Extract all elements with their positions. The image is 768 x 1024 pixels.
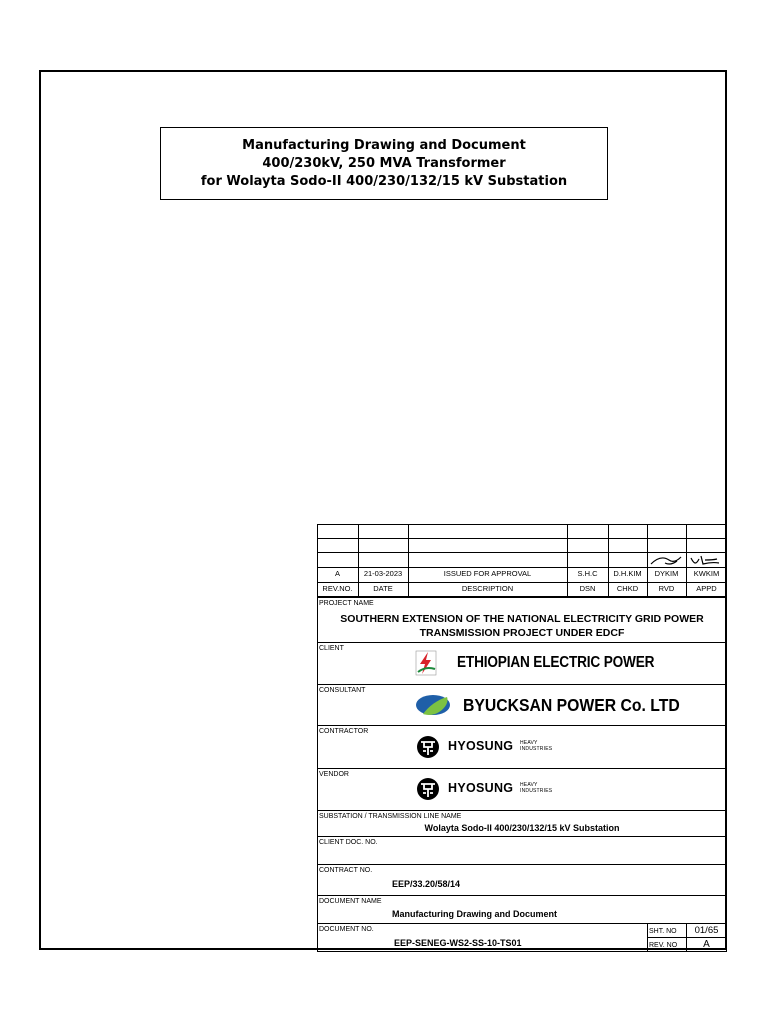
project-name-line1: SOUTHERN EXTENSION OF THE NATIONAL ELECTRICITY GRID POWER [340,613,704,625]
cover-title-line1: Manufacturing Drawing and Document [242,138,526,153]
title-block [317,524,727,952]
rev-chkd-value: D.H.KIM [613,569,642,578]
hyosung-logo-icon [416,777,440,801]
vendor-name: HYOSUNG [448,781,514,795]
client-label: CLIENT [319,645,344,652]
project-name-line2: TRANSMISSION PROJECT UNDER EDCF [419,627,625,639]
vendor-sub1: HEAVY [520,782,538,788]
contract-label: CONTRACT NO. [319,867,373,874]
cover-title-line2: 400/230kV, 250 MVA Transformer [262,156,506,171]
rev-no-value: A [334,569,340,578]
contract-value: EEP/33.20/58/14 [392,879,461,889]
rev-appd-header: APPD [696,584,717,593]
vendor-sub2: INDUSTRIES [520,787,553,794]
cover-title-line3: for Wolayta Sodo-II 400/230/132/15 kV Substation [200,174,568,189]
contractor-name: HYOSUNG [448,739,514,753]
vendor-subtitle [520,783,552,794]
rev-rvd-value: DYKIM [654,569,679,578]
cover-title-box [160,127,608,200]
rev-no-header: REV.NO. [322,584,353,593]
hyosung-logo-icon [416,735,440,759]
rev-date-value: 21-03-2023 [363,569,403,578]
contractor-label: CONTRACTOR [319,728,369,735]
vendor-label: VENDOR [319,771,349,778]
substation-label: SUBSTATION / TRANSMISSION LINE NAME [319,813,462,820]
rev-description-header: DESCRIPTION [461,584,514,593]
project-label: PROJECT NAME [319,600,374,607]
rev-dsn-value: S.H.C [577,569,598,578]
client-doc-label: CLIENT DOC. NO. [319,839,378,846]
rev-appd-value: KWKIM [693,569,720,578]
substation-value: Wolayta Sodo-II 400/230/132/15 kV Substation [424,823,620,833]
document-no-label: DOCUMENT NO. [319,926,374,933]
eep-logo-icon [415,650,437,676]
contractor-subtitle [520,741,552,752]
rev-no-current: A [703,939,710,950]
consultant-name: BYUCKSAN POWER Co. LTD [463,695,680,715]
rev-dsn-header: DSN [579,584,596,593]
rev-date-header: DATE [373,584,393,593]
rev-no-label: REV. NO [649,942,678,949]
client-name: ETHIOPIAN ELECTRIC POWER [457,654,655,671]
sheet-no-label: SHT. NO [649,928,677,935]
document-no-value: EEP-SENEG-WS2-SS-10-TS01 [394,938,522,948]
signature-marks [647,552,727,568]
document-name-label: DOCUMENT NAME [319,898,382,905]
sheet-no-value: 01/65 [694,925,719,936]
rev-chkd-header: CHKD [616,584,639,593]
document-name-value: Manufacturing Drawing and Document [392,909,558,919]
consultant-label: CONSULTANT [319,687,366,694]
byucksan-logo-icon [415,694,451,716]
contractor-sub1: HEAVY [520,740,538,746]
contractor-sub2: INDUSTRIES [520,745,553,752]
rev-rvd-header: RVD [658,584,675,593]
rev-description-value: ISSUED FOR APPROVAL [443,569,532,578]
